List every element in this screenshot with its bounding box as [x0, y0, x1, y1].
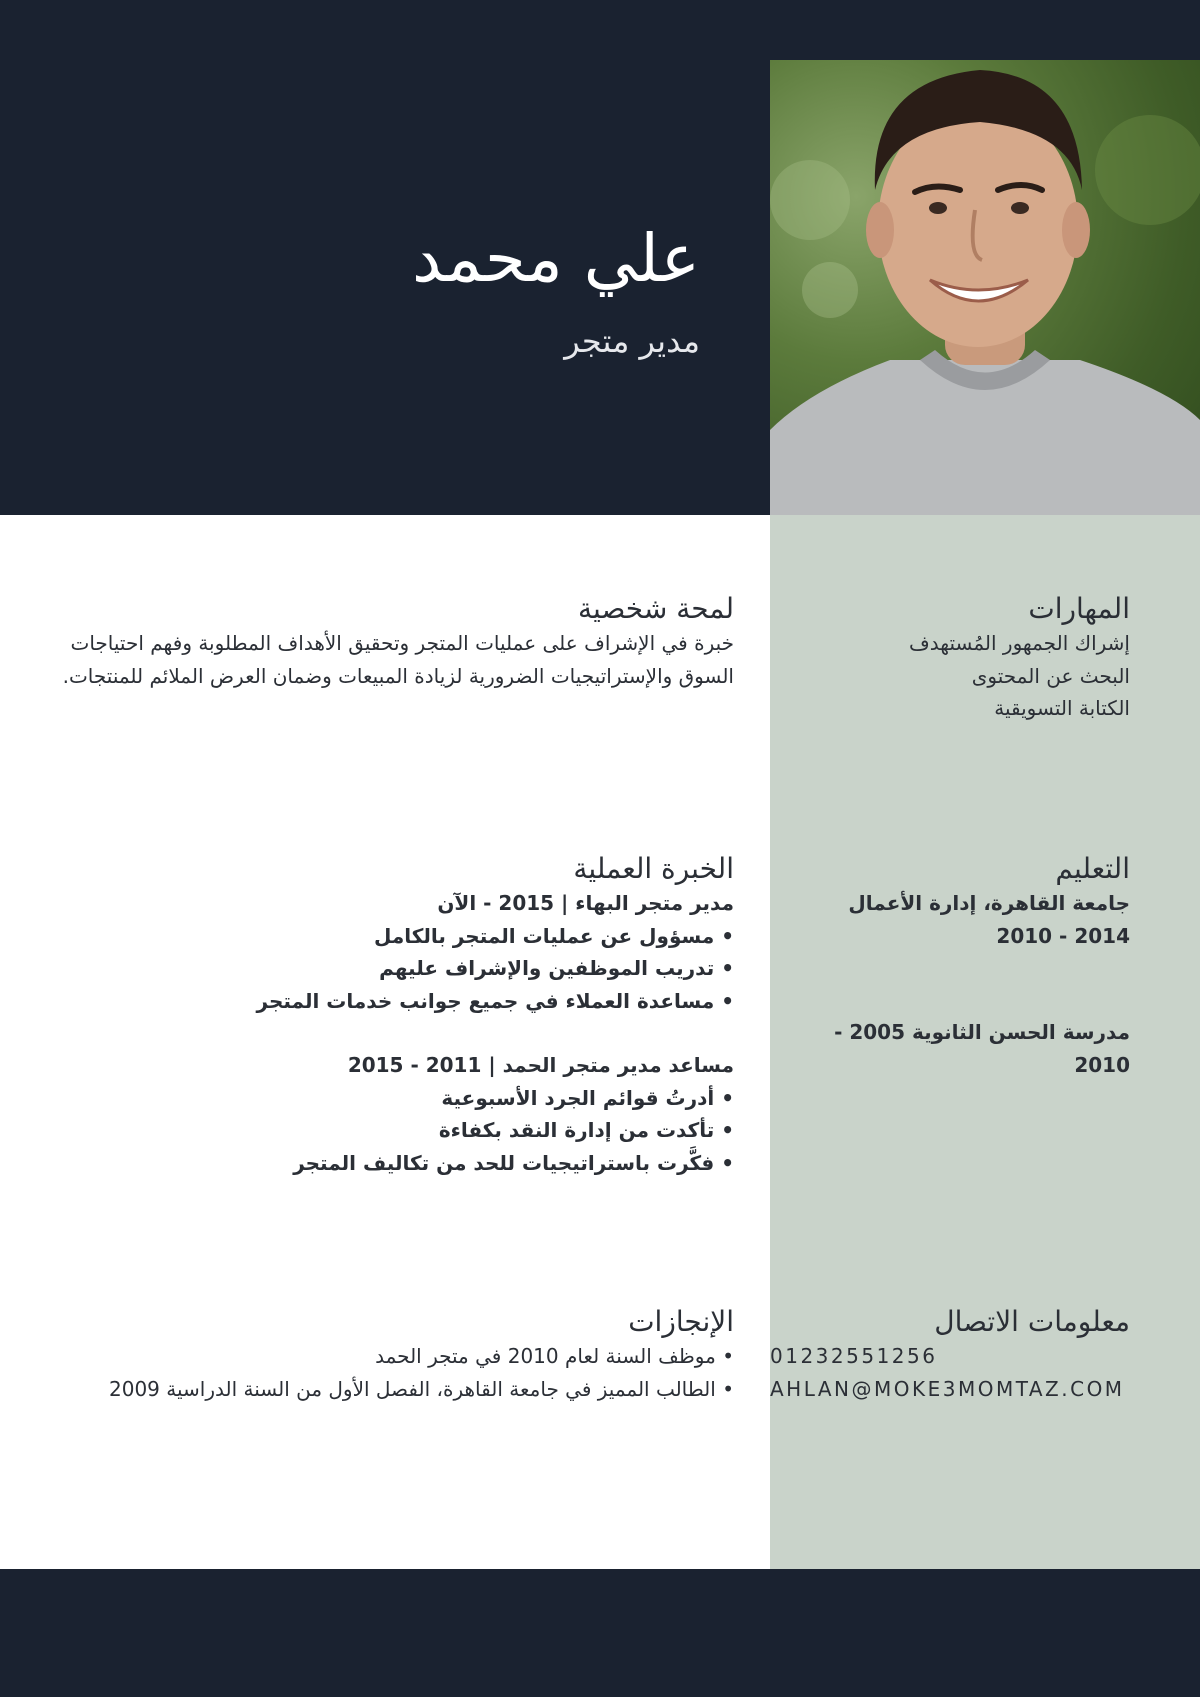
profile-section — [54, 592, 734, 692]
contact-heading: معلومات الاتصال — [934, 1305, 1130, 1338]
skills-section — [770, 592, 1130, 725]
person-job-title: مدير متجر — [564, 322, 700, 360]
education-heading: التعليم — [1055, 852, 1130, 885]
job-bullet: • أدرتُ قوائم الجرد الأسبوعية — [54, 1082, 734, 1115]
job-title: مساعد مدير متجر الحمد | 2011 - 2015 — [347, 1053, 734, 1077]
profile-text: خبرة في الإشراف على عمليات المتجر وتحقيق الأهداف المطلوبة وفهم احتياجات السوق والإستراتيجيات الضرورية لزيادة المبيعات وضمان العرض الملائم للمنتجات. — [62, 631, 734, 688]
job-bullet: • تدريب الموظفين والإشراف عليهم — [54, 952, 734, 985]
portrait-illustration — [770, 60, 1200, 515]
job-bullet: • مساعدة العملاء في جميع جوانب خدمات المتجر — [54, 985, 734, 1018]
footer-band — [0, 1569, 1200, 1697]
job-title: مدير متجر البهاء | 2015 - الآن — [437, 891, 734, 915]
education-line: مدرسة الحسن الثانوية 2005 - — [834, 1020, 1130, 1044]
job-bullet: • فكَّرت باستراتيجيات للحد من تكاليف المتجر — [54, 1147, 734, 1180]
education-years: 2010 — [1074, 1052, 1130, 1077]
profile-heading: لمحة شخصية — [578, 592, 734, 625]
achievement-item: • الطالب المميز في جامعة القاهرة، الفصل الأول من السنة الدراسية 2009 — [54, 1373, 734, 1406]
skill-item: إشراك الجمهور المُستهدف — [909, 631, 1130, 655]
education-line: جامعة القاهرة، إدارة الأعمال — [848, 891, 1130, 915]
achievements-section — [54, 1305, 734, 1405]
experience-section — [54, 852, 734, 1179]
contact-section — [770, 1305, 1130, 1405]
person-name: علي محمد — [412, 220, 700, 297]
phone-number[interactable]: 01232551256 — [770, 1344, 938, 1368]
education-years: 2014 - 2010 — [996, 923, 1130, 948]
job-bullet: • مسؤول عن عمليات المتجر بالكامل — [54, 920, 734, 953]
skill-item: البحث عن المحتوى — [971, 663, 1130, 688]
achievement-item: • موظف السنة لعام 2010 في متجر الحمد — [54, 1340, 734, 1373]
experience-heading: الخبرة العملية — [573, 852, 734, 885]
email-address[interactable]: AHLAN@MOKE3MOMTAZ.COM — [770, 1376, 1125, 1401]
profile-photo — [770, 60, 1200, 515]
education-section — [770, 852, 1130, 1081]
achievements-heading: الإنجازات — [628, 1305, 734, 1338]
skill-item: الكتابة التسويقية — [994, 696, 1130, 720]
job-bullet: • تأكدت من إدارة النقد بكفاءة — [54, 1114, 734, 1147]
skills-heading: المهارات — [1028, 592, 1130, 625]
